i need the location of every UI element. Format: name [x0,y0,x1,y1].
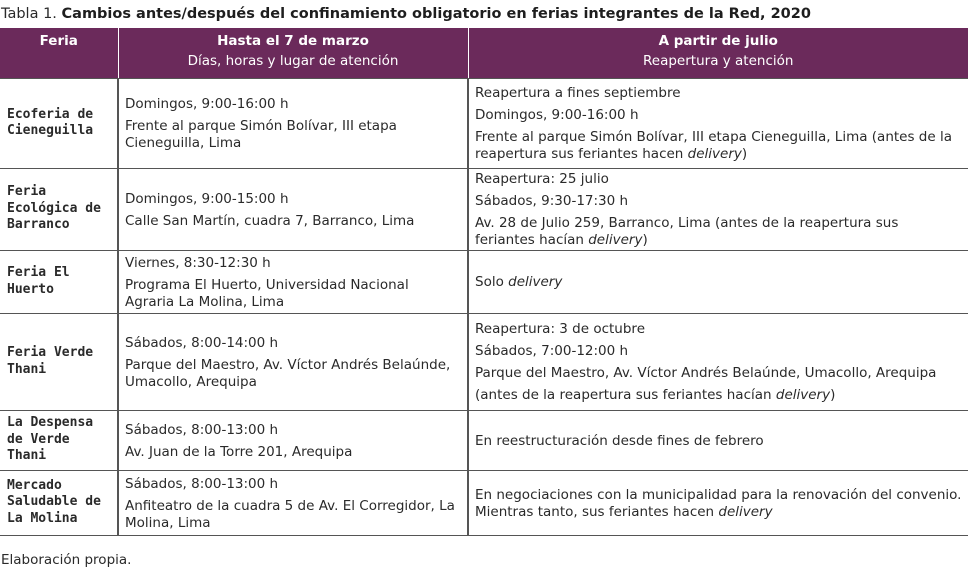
closing-paren: ) [741,146,748,162]
feria-name: Feria Ecológica de Barranco [0,168,118,250]
table-row [0,313,968,410]
despues-reopening: Reapertura a fines septiembre [475,85,681,101]
despues-location-text: Frente al parque Simón Bolívar, III etapa Cieneguilla, Lima (antes de la reapertura sus feriantes hacen [475,129,952,162]
despues-schedule: Sábados, 9:30-17:30 h [475,193,629,209]
caption-prefix: Tabla 1. [1,6,62,22]
ferias-table [0,28,968,536]
header-despues-subtitle: Reapertura y atención [643,53,794,69]
despues-location-text: Av. 28 de Julio 259, Barranco, Lima (antes de la reapertura sus feriantes hacían [475,215,899,248]
antes-schedule: Sábados, 8:00-13:00 h [125,421,279,438]
despues-cell [468,250,968,313]
table-row [0,168,968,250]
source-note: Elaboración propia. [1,552,132,568]
header-despues [468,28,968,78]
antes-schedule: Sábados, 8:00-13:00 h [125,475,279,492]
antes-cell [118,410,468,470]
antes-location: Parque del Maestro, Av. Víctor Andrés Belaúnde, Umacollo, Arequipa [125,356,451,390]
delivery-term: delivery [588,232,643,248]
antes-schedule: Sábados, 8:00-14:00 h [125,334,279,351]
despues-reopening: Reapertura: 3 de octubre [475,321,645,337]
closing-paren: ) [642,232,648,248]
despues-status: En reestructuración desde fines de febrero [475,432,764,449]
header-feria-label: Feria [39,33,78,49]
caption-title: Cambios antes/después del confinamiento obligatorio en ferias integrantes de la Red, 2020 [61,6,811,22]
antes-location: Anfiteatro de la cuadra 5 de Av. El Corregidor, La Molina, Lima [125,497,455,531]
antes-location: Av. Juan de la Torre 201, Arequipa [125,443,353,460]
antes-cell [118,168,468,250]
table-header-row [0,28,968,78]
feria-name: La Despensa de Verde Thani [0,410,118,470]
despues-schedule: Sábados, 7:00-12:00 h [475,343,629,359]
despues-location [475,129,962,163]
despues-note [475,387,962,404]
despues-status-text: Solo [475,274,509,290]
despues-cell [468,470,968,535]
antes-location: Programa El Huerto, Universidad Nacional Agraria La Molina, Lima [125,276,409,310]
delivery-term: delivery [718,503,773,520]
antes-cell [118,313,468,410]
table-row [0,250,968,313]
despues-cell [468,168,968,250]
feria-name: Feria El Huerto [0,250,118,313]
header-antes-subtitle: Días, horas y lugar de atención [187,53,399,69]
despues-note-text: (antes de la reapertura sus feriantes hacían [475,387,776,403]
delivery-term: delivery [508,274,563,290]
despues-cell [468,313,968,410]
despues-status [475,274,962,291]
antes-cell [118,470,468,535]
antes-location: Frente al parque Simón Bolívar, III etapa Cieneguilla, Lima [125,118,397,151]
table-row [0,470,968,535]
antes-cell [118,78,468,168]
feria-name: Ecoferia de Cieneguilla [0,78,118,168]
despues-status-text: En negociaciones con la municipalidad para la renovación del convenio. Mientras tanto, sus feriantes hacen [475,486,962,520]
antes-schedule: Viernes, 8:30-12:30 h [125,254,271,271]
delivery-term: delivery [687,146,742,162]
table-caption [1,5,811,23]
despues-reopening: Reapertura: 25 julio [475,171,609,187]
header-antes-title: Hasta el 7 de marzo [217,33,369,49]
antes-schedule: Domingos, 9:00-15:00 h [125,190,289,207]
despues-cell [468,78,968,168]
table-row [0,78,968,168]
header-antes [118,28,468,78]
feria-name: Mercado Saludable de La Molina [0,470,118,535]
closing-paren: ) [830,387,836,403]
header-feria [0,28,118,78]
antes-location: Calle San Martín, cuadra 7, Barranco, Lima [125,212,415,229]
antes-schedule: Domingos, 9:00-16:00 h [125,96,289,112]
header-despues-title: A partir de julio [658,33,778,49]
despues-status [475,487,962,521]
antes-cell [118,250,468,313]
despues-schedule: Domingos, 9:00-16:00 h [475,107,639,123]
despues-cell [468,410,968,470]
despues-location [475,215,962,249]
delivery-term: delivery [775,387,831,403]
feria-name: Feria Verde Thani [0,313,118,410]
despues-location: Parque del Maestro, Av. Víctor Andrés Belaúnde, Umacollo, Arequipa [475,365,937,381]
table-row [0,410,968,470]
